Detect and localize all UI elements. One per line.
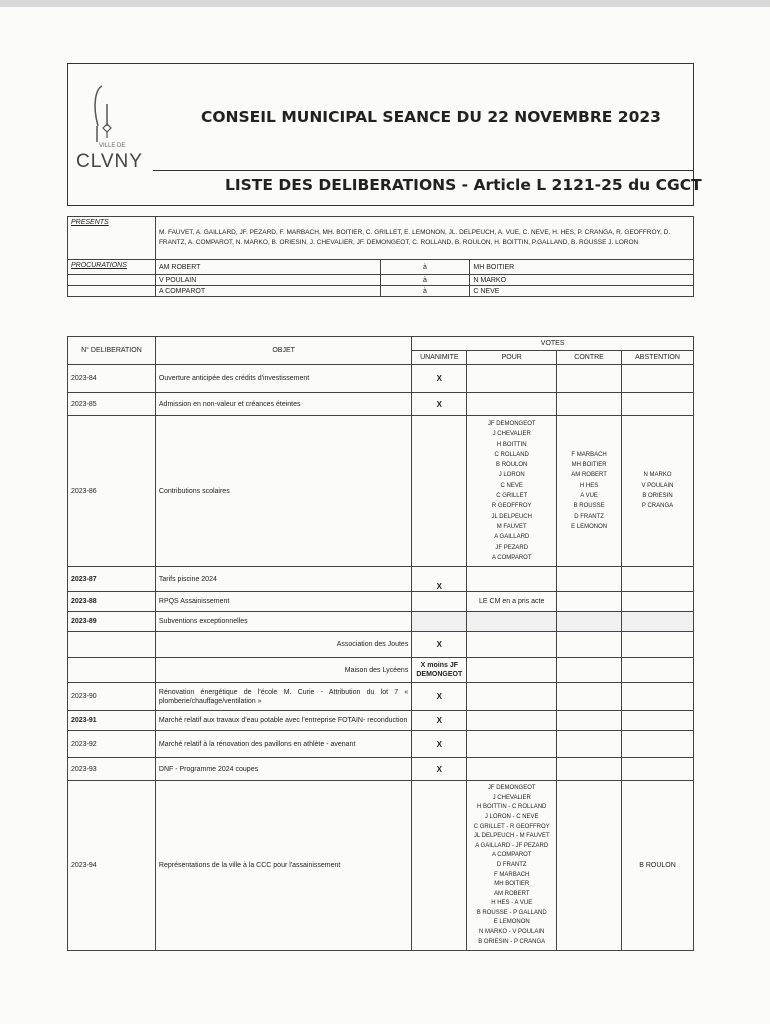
voter-name: J CHEVALIER <box>492 794 531 801</box>
procuration-row <box>68 260 694 275</box>
voter-name: N MARKO <box>643 472 672 479</box>
cluny-crozier-icon <box>68 64 154 204</box>
voter-name: H HES - A VUE <box>491 900 533 907</box>
voter-name: JL DELPEUCH - M FAUVET <box>473 833 550 840</box>
voter-name: C ROLLAND <box>494 451 529 458</box>
column-header-num: N° DELIBERATION <box>68 337 156 365</box>
vote-pour-list <box>467 416 557 567</box>
voter-name: JF PEZARD <box>495 544 529 551</box>
deliberation-objet: Marché relatif à la rénovation des pavillons en athlète - avenant <box>155 731 411 758</box>
presents-row <box>68 217 694 260</box>
procuration-row <box>68 286 694 297</box>
deliberation-objet: Contributions scolaires <box>155 416 411 567</box>
page-subtitle: LISTE DES DELIBERATIONS - Article L 2121-25 du CGCT <box>225 176 702 194</box>
voter-name: A GAILLARD - JF PEZARD <box>475 842 549 849</box>
vote-unanimite: X <box>412 632 467 658</box>
voter-name: AM ROBERT <box>493 890 530 897</box>
procuration-separator: à <box>380 260 470 275</box>
procuration-from: V POULAIN <box>155 275 380 286</box>
voter-name: MH BOITIER <box>571 462 607 469</box>
procuration-separator: à <box>380 275 470 286</box>
voter-name: B ROUSSE <box>573 503 605 510</box>
deliberation-number: 2023-86 <box>68 416 156 567</box>
column-header-pour: POUR <box>467 351 557 365</box>
column-header-objet: OBJET <box>155 337 411 365</box>
deliberation-objet: Subventions exceptionnelles <box>155 612 411 632</box>
voter-name: H BOITTIN - C ROLLAND <box>477 804 547 811</box>
table-row <box>68 416 694 567</box>
voter-name: B ROUSSE - P GALLAND <box>476 909 547 916</box>
voter-name: V POULAIN <box>641 482 674 489</box>
voter-name: B ORIESIN <box>642 493 673 500</box>
deliberation-number: 2023-93 <box>68 758 156 781</box>
voter-name: B ORIESIN - P CRANGA <box>478 938 546 945</box>
deliberation-number: 2023-85 <box>68 393 156 416</box>
voter-name: A COMPAROT <box>491 852 532 859</box>
procuration-row <box>68 275 694 286</box>
voter-name: JF DEMONGEOT <box>487 421 536 427</box>
page-title: CONSEIL MUNICIPAL SEANCE DU 22 NOVEMBRE 2023 <box>201 108 661 126</box>
voter-name: C GRILLET <box>496 493 528 500</box>
vote-unanimite: X <box>412 683 467 711</box>
procuration-to: MH BOITIER <box>470 260 694 275</box>
voter-name: MH BOITIER <box>494 881 530 888</box>
voter-name: J LORON - C NEVE <box>484 813 539 820</box>
voter-name: D FRANTZ <box>496 861 527 868</box>
voter-name: C NEVE <box>500 482 523 489</box>
procurations-label: PROCURATIONS <box>68 260 156 275</box>
voter-name: E LEMONON <box>493 919 530 926</box>
table-row <box>68 683 694 711</box>
voter-name: B ROULON <box>496 462 528 469</box>
header-divider <box>153 170 693 171</box>
attendance-table <box>67 216 694 297</box>
vote-unanimite: X <box>412 731 467 758</box>
deliberation-objet: Représentations de la ville à la CCC pour l'assainissement <box>155 781 411 951</box>
vote-unanimite: X <box>412 758 467 781</box>
voter-name: F MARBACH <box>571 451 607 458</box>
procuration-separator: à <box>380 286 470 297</box>
unanimite-line: DEMONGEOT <box>416 671 463 679</box>
voter-name: AM ROBERT <box>571 472 607 479</box>
deliberation-number: 2023-90 <box>68 683 156 711</box>
logo-caption: VILLE DE <box>99 143 126 149</box>
voter-name: H BOITTIN <box>496 441 527 448</box>
table-header-row <box>68 337 694 351</box>
voter-name: J LORON <box>498 472 525 479</box>
column-header-contre: CONTRE <box>557 351 622 365</box>
procuration-to: N MARKO <box>470 275 694 286</box>
deliberation-objet: Tarifs piscine 2024 <box>155 567 411 592</box>
deliberation-objet: Maison des Lycéens <box>155 658 411 683</box>
deliberation-number: 2023-94 <box>68 781 156 951</box>
presents-label: PRESENTS <box>68 217 156 260</box>
vote-pour: LE CM en a pris acte <box>467 592 557 612</box>
table-row <box>68 393 694 416</box>
table-row <box>68 658 694 683</box>
deliberation-number: 2023-89 <box>68 612 156 632</box>
voter-name: E LEMONON <box>571 523 608 530</box>
voter-name: JL DELPEUCH <box>491 513 532 520</box>
table-row <box>68 632 694 658</box>
vote-abstention-list <box>622 416 694 567</box>
deliberation-objet: RPQS Assainissement <box>155 592 411 612</box>
table-row <box>68 731 694 758</box>
deliberation-objet: DNF - Programme 2024 coupes <box>155 758 411 781</box>
voter-name: P CRANGA <box>641 503 674 510</box>
vote-pour-list <box>467 781 557 951</box>
vote-contre-list <box>557 416 622 567</box>
deliberation-number: 2023-84 <box>68 365 156 393</box>
voter-name: JF DEMONGEOT <box>487 785 536 792</box>
presents-names: M. FAUVET, A. GAILLARD, JF. PEZARD, F. MARBACH, MH. BOITIER, C. GRILLET, E. LEMONON, JL. DELPEUCH, A. VUE, C. NEVE, H. HES, P. CRANGA, R. GEOFFROY, D. FRANTZ, A. COMPAROT, N. MARKO, B. ORIESIN, J. CHEVALIER, JF. DEMONGEOT, C. ROLLAND, B. ROULON, H. BOITTIN, P.GALLAND, B. ROUSSE J. LORON <box>155 217 693 260</box>
deliberation-number: 2023-88 <box>68 592 156 612</box>
deliberations-table <box>67 336 694 951</box>
voter-name: N MARKO - V POULAIN <box>479 929 545 936</box>
voter-name: H HES <box>579 482 599 489</box>
table-row <box>68 592 694 612</box>
table-row <box>68 612 694 632</box>
voter-name: F MARBACH <box>494 871 530 878</box>
deliberation-objet: Admission en non-valeur et créances éteintes <box>155 393 411 416</box>
procuration-from: A COMPAROT <box>155 286 380 297</box>
vote-unanimite: X <box>412 711 467 731</box>
vote-unanimite: X <box>412 365 467 393</box>
deliberation-number: 2023-91 <box>68 711 156 731</box>
unanimite-line: X moins JF <box>420 662 458 670</box>
table-row <box>68 567 694 592</box>
voter-name: D FRANTZ <box>574 513 604 520</box>
deliberation-objet: Marché relatif aux travaux d'eau potable avec l'entreprise FOTAIN- reconduction <box>155 711 411 731</box>
scan-top-edge <box>0 0 770 7</box>
table-row <box>68 711 694 731</box>
table-row <box>68 781 694 951</box>
column-header-votes: VOTES <box>412 337 694 351</box>
table-row <box>68 758 694 781</box>
voter-name: M FAUVET <box>496 523 527 530</box>
deliberation-number: 2023-92 <box>68 731 156 758</box>
voter-name: J CHEVALIER <box>492 431 531 438</box>
deliberation-objet: Rénovation énergétique de l'école M. Curie - Attribution du lot 7 « plomberie/chauffage/ventilation » <box>155 683 411 711</box>
document-header <box>67 63 702 206</box>
voter-name: R GEOFFROY <box>491 503 532 510</box>
deliberation-objet: Ouverture anticipée des crédits d'investissement <box>155 365 411 393</box>
voter-name: A VUE <box>580 493 598 500</box>
logo-wordmark: CLVNY <box>76 151 143 172</box>
cluny-logo <box>68 64 154 204</box>
vote-unanimite <box>412 658 467 683</box>
procuration-to: C NEVE <box>470 286 694 297</box>
voter-name: C GRILLET - R GEOFFROY <box>473 823 550 830</box>
table-row <box>68 365 694 393</box>
vote-unanimite: X <box>412 393 467 416</box>
column-header-unanimite: UNANIMITE <box>412 351 467 365</box>
voter-name: A GAILLARD <box>494 534 530 541</box>
voter-name: A COMPAROT <box>491 554 532 561</box>
vote-abstention: B ROULON <box>622 781 694 951</box>
column-header-abstention: ABSTENTION <box>622 351 694 365</box>
procuration-from: AM ROBERT <box>155 260 380 275</box>
deliberation-objet: Association des Joutes <box>155 632 411 658</box>
vote-unanimite: X <box>412 567 467 592</box>
deliberation-number: 2023-87 <box>68 567 156 592</box>
